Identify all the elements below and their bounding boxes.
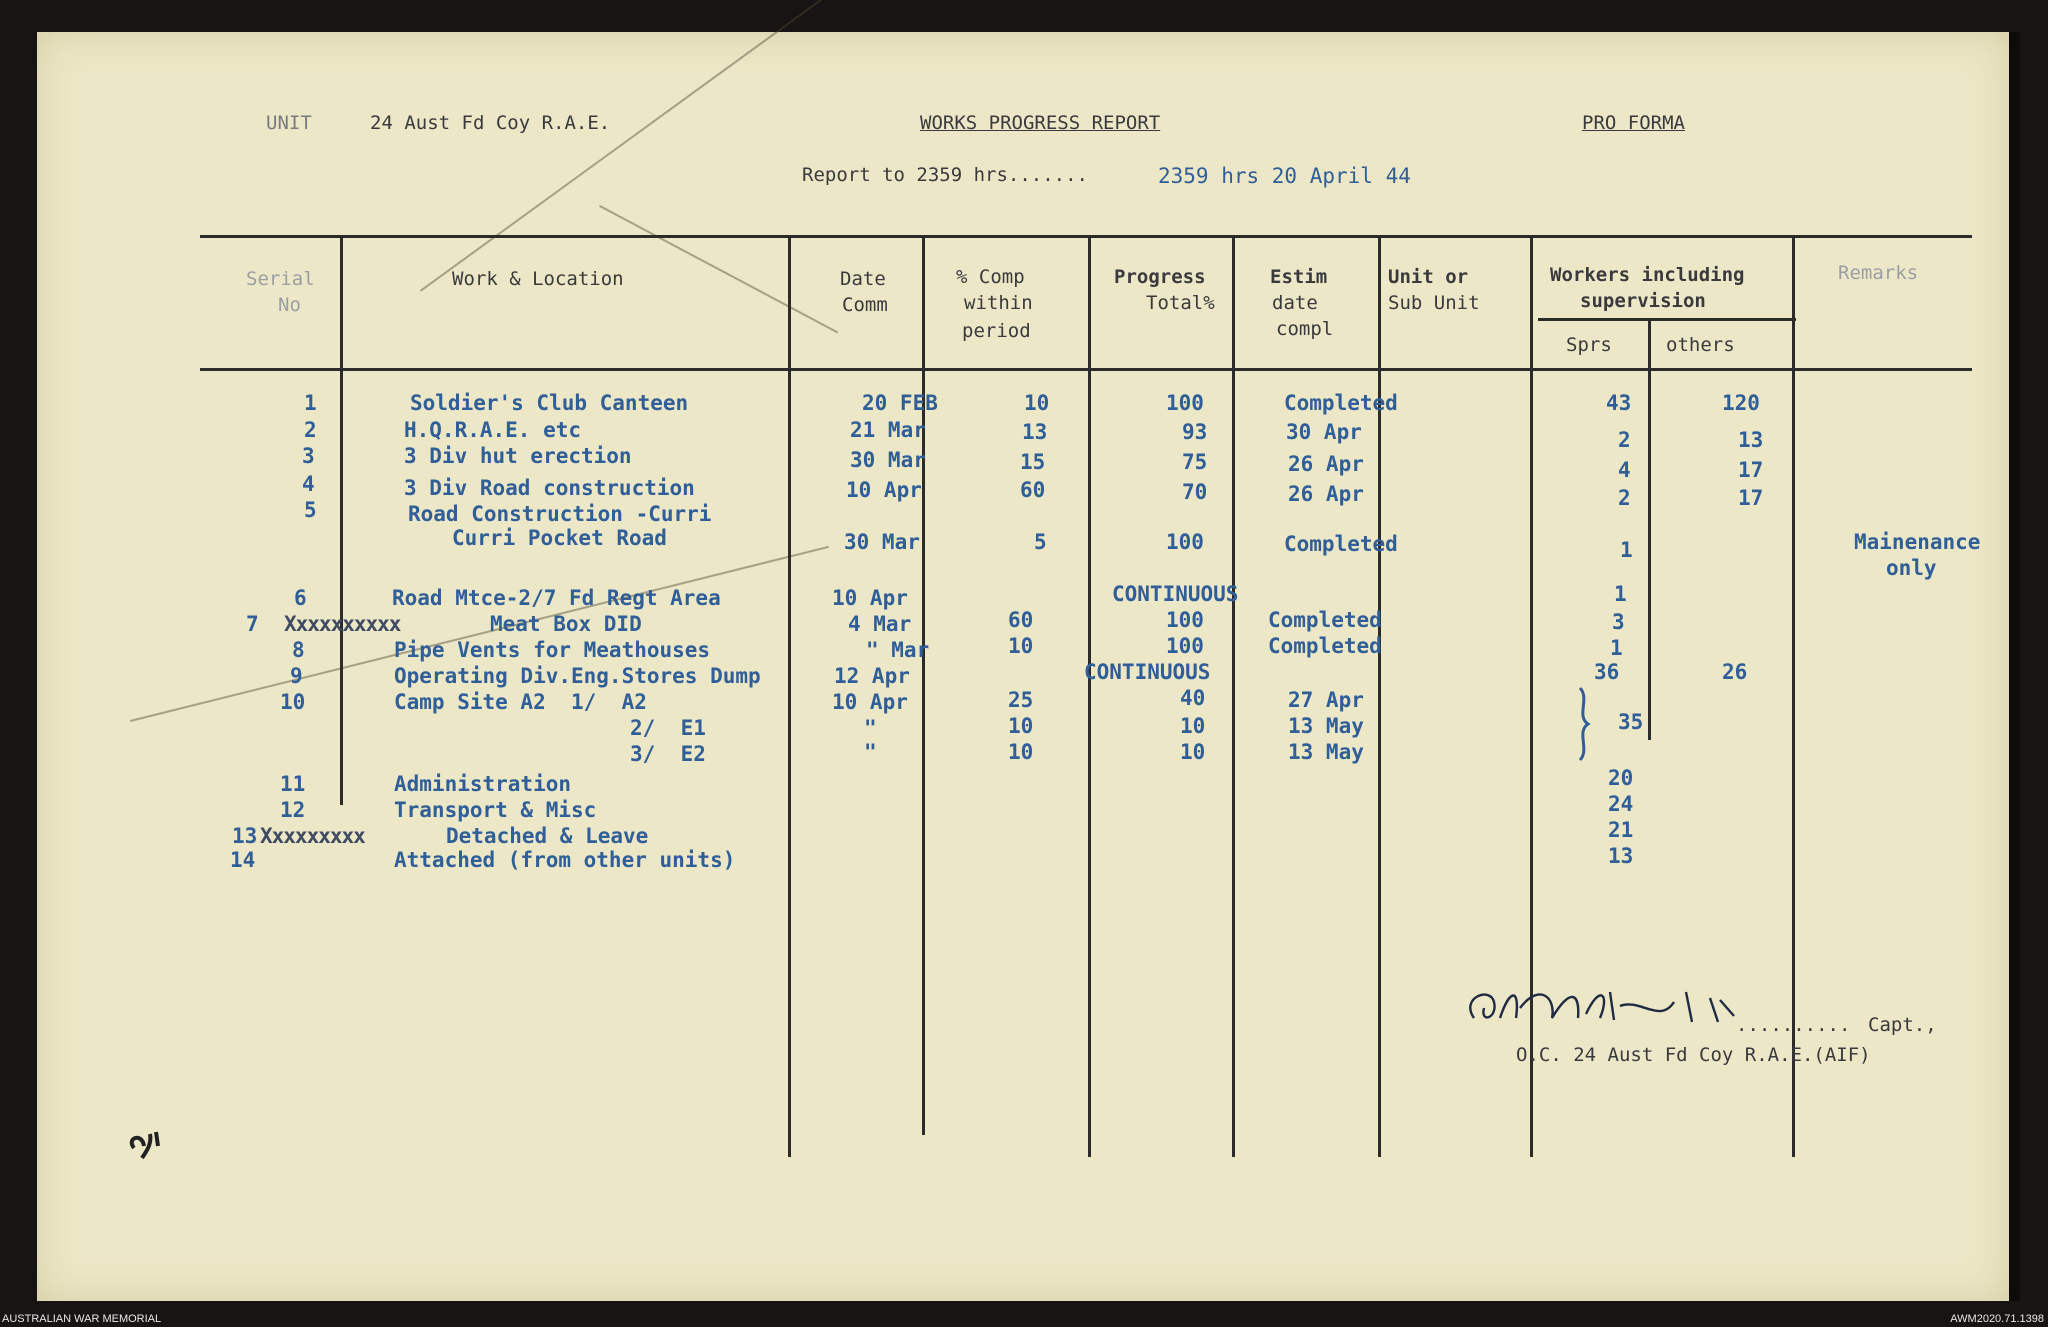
col-rule-date xyxy=(922,235,925,1135)
col-header-remarks: Remarks xyxy=(1838,262,1919,284)
signature-unit-line: O.C. 24 Aust Fd Coy R.A.E.(AIF) xyxy=(1516,1044,1871,1066)
document-page xyxy=(37,32,2009,1301)
handwritten-signature xyxy=(1460,978,1760,1038)
bracket-mark xyxy=(1574,686,1598,762)
report-to-line: Report to 2359 hrs....... xyxy=(802,164,1088,186)
col-rule-progress xyxy=(1232,235,1235,1157)
ink-mark xyxy=(120,1118,180,1168)
signature-dotted-line: .......... xyxy=(1736,1014,1851,1036)
page-edge xyxy=(2009,32,2020,1301)
col-header-work: Work & Location xyxy=(452,268,624,290)
unit-value: 24 Aust Fd Coy R.A.E. xyxy=(370,112,611,134)
unit-label: UNIT xyxy=(266,112,312,134)
signature-rank: Capt., xyxy=(1868,1014,1937,1036)
report-to-value: 2359 hrs 20 April 44 xyxy=(1158,164,1411,188)
col-rule-pct xyxy=(1088,235,1091,1157)
table-top-rule xyxy=(200,235,1972,238)
footer-credit: AUSTRALIAN WAR MEMORIAL xyxy=(2,1313,162,1325)
col-rule-work xyxy=(788,235,791,1157)
col-header-others: others xyxy=(1666,334,1735,356)
report-title: WORKS PROGRESS REPORT xyxy=(920,112,1161,134)
col-rule-estim xyxy=(1378,235,1381,1157)
col-rule-serial xyxy=(340,235,343,805)
col-header-sprs: Sprs xyxy=(1566,334,1612,356)
workers-sub-rule xyxy=(1538,318,1796,321)
col-rule-sprs xyxy=(1648,320,1651,740)
footer-accession: AWM2020.71.1398 xyxy=(1950,1313,2044,1325)
table-header-rule xyxy=(200,368,1972,371)
pro-forma-label: PRO FORMA xyxy=(1582,112,1685,134)
